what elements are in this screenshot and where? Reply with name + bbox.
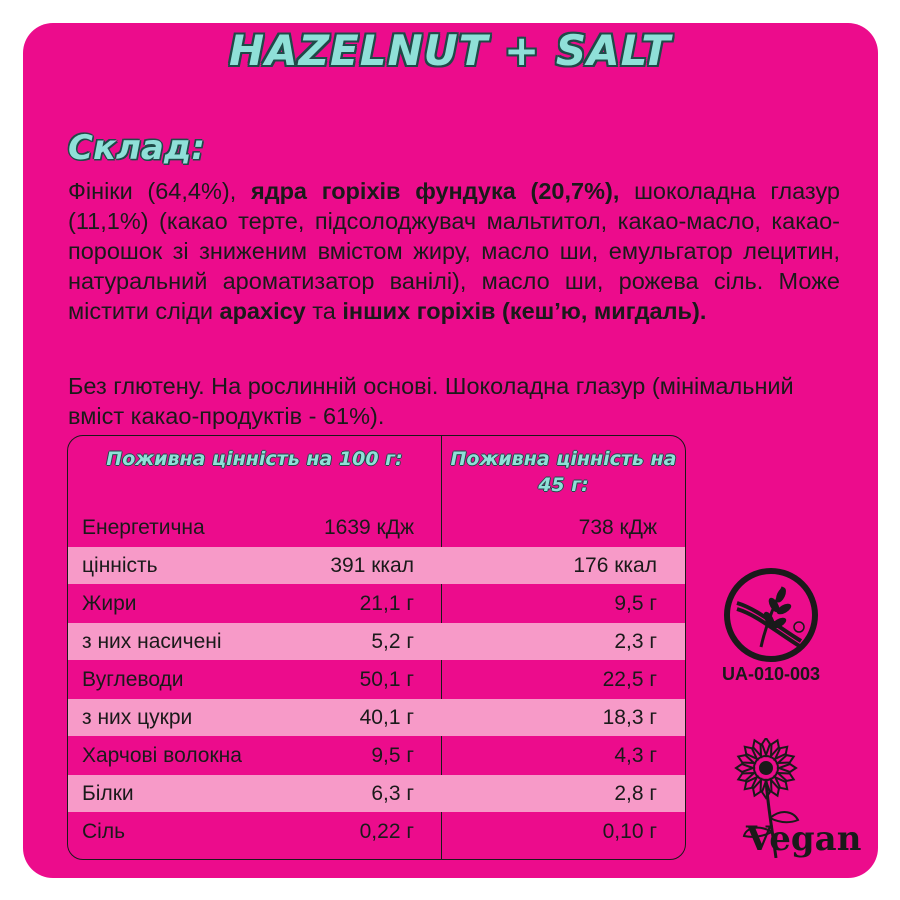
- value-per-45g: 9,5 г: [614, 592, 657, 615]
- value-per-45g: 738 кДж: [578, 516, 657, 539]
- nutrient-name: Білки: [82, 782, 134, 805]
- petal-shape: [779, 764, 796, 772]
- vegan-sunflower-icon: [718, 738, 868, 858]
- table-row: [68, 813, 685, 850]
- table-row: [68, 661, 685, 698]
- nutrient-name: Вуглеводи: [82, 668, 184, 691]
- vegan-logo-text: Vegan: [746, 819, 862, 858]
- value-per-45g: 22,5 г: [602, 668, 657, 691]
- ingredients-part-1: Фініки (64,4%),: [68, 178, 251, 204]
- table-row: [68, 699, 685, 736]
- value-per-100g: 50,1 г: [359, 668, 414, 691]
- petal-shape: [762, 738, 770, 755]
- header-per-45g: Поживна цінність на 45 г:: [450, 448, 677, 496]
- nutrient-name: Сіль: [82, 820, 126, 843]
- nutrient-name: з них насичені: [82, 630, 222, 653]
- dietary-note: Без глютену. На рослинній основі. Шоколадна глазур (мінімальний вміст какао-продуктів - 61%).: [68, 373, 794, 429]
- value-per-45g: 18,3 г: [602, 706, 657, 729]
- value-per-100g: 0,22 г: [359, 820, 414, 843]
- table-row: [68, 509, 685, 546]
- ingredients-bold-peanut: арахісу: [219, 298, 306, 324]
- nutrient-name: Жири: [82, 592, 137, 615]
- value-per-45g: 2,3 г: [614, 630, 657, 653]
- value-per-45g: 0,10 г: [602, 820, 657, 843]
- ingredients-part-2: шоколадна глазур (11,1%) (какао терте, підсолоджувач мальтитол, какао-масло, какао-порошок зі зниженим вмістом жиру, масло ши, емульгатор лецитин, натуральний ароматизатор ванілі), масло ши, рожева сіль. Може містити сліди: [68, 178, 840, 324]
- nutrient-name: цінність: [82, 554, 158, 577]
- value-per-100g: 40,1 г: [359, 706, 414, 729]
- crossed-grain-icon: [721, 565, 821, 665]
- value-per-100g: 391 ккал: [330, 554, 414, 577]
- ingredients-text: [68, 176, 840, 326]
- nutrient-name: Енергетична: [82, 516, 205, 539]
- table-row: [68, 737, 685, 774]
- header-per-100g: Поживна цінність на 100 г:: [106, 448, 403, 470]
- nutrient-name: з них цукри: [82, 706, 193, 729]
- ingredients-part-3: та: [305, 298, 343, 324]
- gluten-free-code: UA-010-003: [721, 664, 821, 684]
- value-per-45g: 4,3 г: [614, 744, 657, 767]
- value-per-100g: 21,1 г: [359, 592, 414, 615]
- nutrition-table: [67, 435, 686, 860]
- ingredients-bold-nuts: інших горіхів (кеш’ю, мигдаль).: [342, 298, 707, 324]
- table-row: [68, 585, 685, 622]
- table-row: [68, 547, 685, 584]
- value-per-100g: 6,3 г: [371, 782, 414, 805]
- table-row: [68, 775, 685, 812]
- value-per-100g: 9,5 г: [371, 744, 414, 767]
- value-per-45g: 2,8 г: [614, 782, 657, 805]
- value-per-100g: 1639 кДж: [323, 516, 414, 539]
- product-title: HAZELNUT + SALT: [228, 26, 672, 75]
- nutrient-name: Харчові волокна: [82, 744, 242, 767]
- value-per-45g: 176 ккал: [573, 554, 657, 577]
- petal-shape: [736, 764, 753, 772]
- value-per-100g: 5,2 г: [371, 630, 414, 653]
- table-row: [68, 623, 685, 660]
- composition-heading: Склад:: [68, 128, 205, 168]
- ingredients-bold-hazelnut: ядра горіхів фундука (20,7%),: [250, 178, 620, 204]
